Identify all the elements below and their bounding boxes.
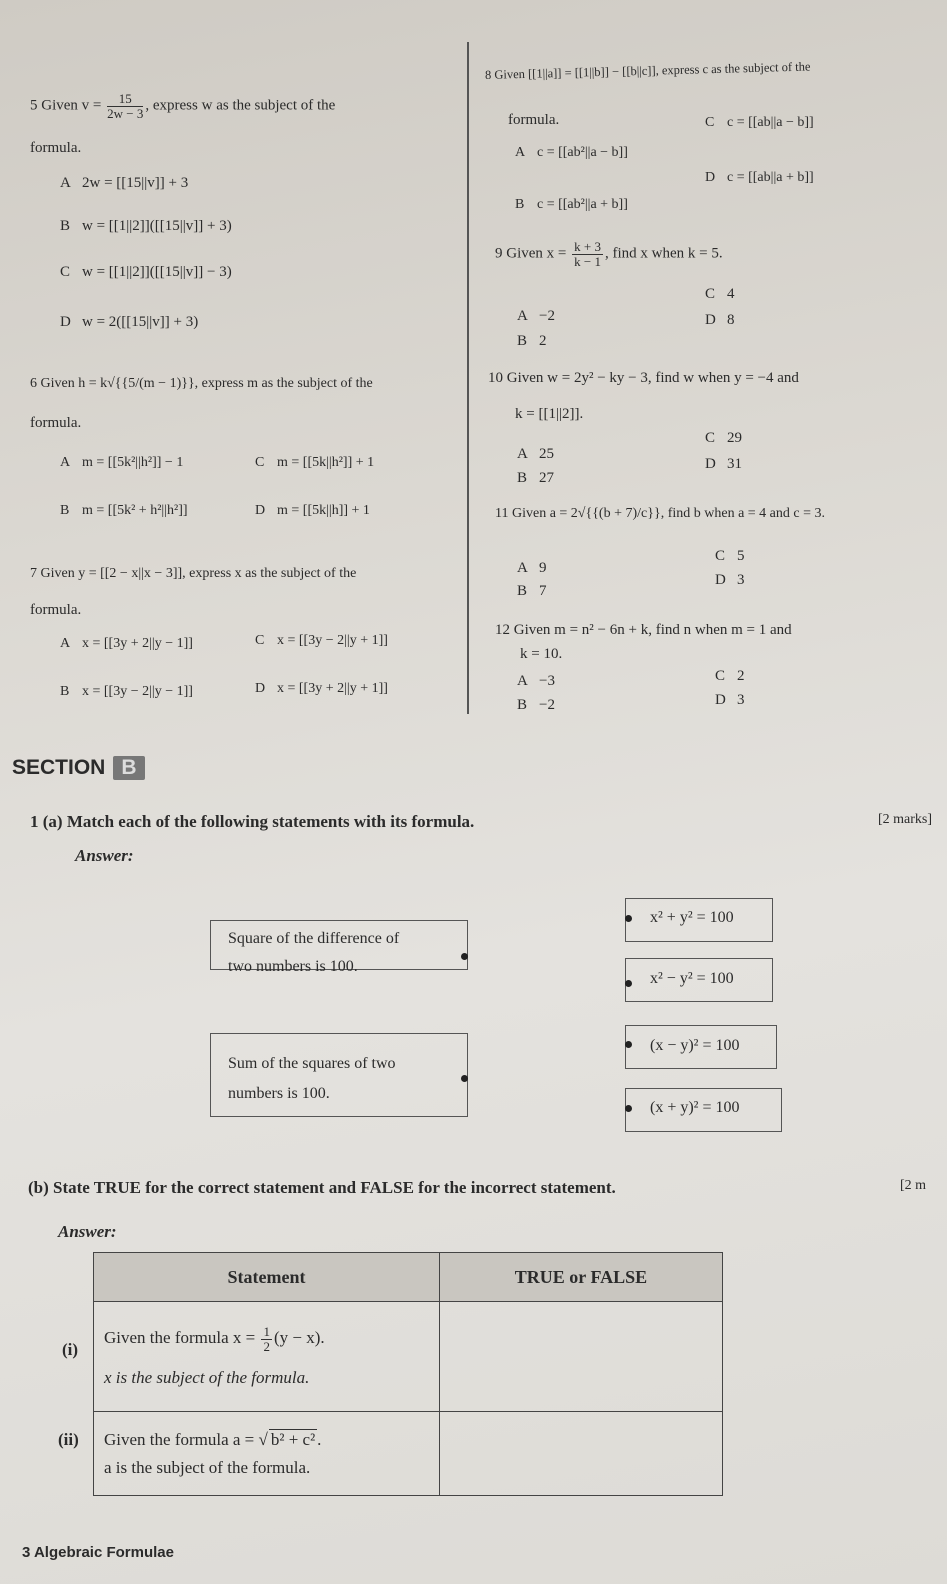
fraction: $\frac{15}{2w - 3}$: [107, 91, 144, 121]
match-dot[interactable]: [461, 953, 468, 960]
question-10-option-b[interactable]: B 27: [517, 470, 554, 486]
radicand: b² + c²: [270, 1429, 316, 1449]
formula-2: x² − y² = 100: [650, 970, 734, 987]
answer-cell[interactable]: [439, 1302, 722, 1412]
fraction: $\frac{1}{2}$: [263, 1324, 270, 1354]
page-footer: 3 Algebraic Formulae: [22, 1544, 174, 1561]
header-true-false: TRUE or FALSE: [439, 1253, 722, 1302]
question-8-stem: 8 Given [[1||a]] = [[1||b]] − [[b||c]], express c as the subject of the: [484, 59, 811, 82]
table-row-statement: Given the formula x = $\frac{1}{2}$ (y − x). x is the subject of the formula.: [94, 1302, 440, 1412]
question-12-stem-cont: k = 10.: [520, 646, 563, 662]
question-12-option-d[interactable]: D 3: [715, 692, 745, 708]
question-8-option-b[interactable]: B c = [[ab²||a + b]]: [515, 197, 628, 212]
question-10-option-c[interactable]: C 29: [705, 430, 742, 446]
question-5-option-c[interactable]: C w = [[1||2]]([[15||v]] − 3): [60, 264, 232, 280]
question-7-option-c[interactable]: C x = [[3y − 2||y + 1]]: [255, 633, 388, 648]
question-9-option-d[interactable]: D 8: [705, 312, 735, 328]
question-8-stem-cont: formula.: [508, 112, 560, 128]
question-12-stem: 12 Given m = n² − 6n + k, find n when m = 1 and: [495, 622, 792, 638]
match-dot[interactable]: [625, 980, 632, 987]
question-5-stem-cont: formula.: [30, 140, 82, 156]
statement-1-line-1: Square of the difference of: [228, 930, 400, 947]
header-statement: Statement: [94, 1253, 440, 1302]
option-text: x = [[3y + 2||y − 1]]: [82, 636, 193, 651]
answer-label: Answer:: [58, 1222, 117, 1241]
question-11-option-d[interactable]: D 3: [715, 572, 745, 588]
statement-1-line-2: two numbers is 100.: [228, 958, 358, 975]
question-9-option-b[interactable]: B 2: [517, 333, 547, 349]
option-text: m = [[5k²||h²]] − 1: [82, 455, 184, 470]
section-heading: SECTION B: [12, 756, 145, 780]
question-10-stem-cont: k = [[1||2]].: [515, 406, 584, 422]
question-11-option-b[interactable]: B 7: [517, 583, 547, 599]
option-text: c = [[ab²||a + b]]: [537, 197, 628, 212]
question-10-option-d[interactable]: D 31: [705, 456, 742, 472]
option-text: m = [[5k||h²]] + 1: [277, 455, 375, 470]
answer-label: Answer:: [75, 846, 134, 865]
match-dot[interactable]: [625, 1041, 632, 1048]
question-6-option-c[interactable]: C m = [[5k||h²]] + 1: [255, 455, 375, 470]
question-6-option-d[interactable]: D m = [[5k||h]] + 1: [255, 503, 370, 518]
column-divider: [467, 42, 469, 714]
question-5-stem: 5 Given v = $\frac{15}{2w - 3}$ , express w as the subject of the: [30, 91, 336, 121]
option-text: c = [[ab||a − b]]: [727, 115, 814, 130]
row-number: (ii): [58, 1430, 79, 1449]
option-text: x = [[3y − 2||y + 1]]: [277, 633, 388, 648]
question-12-option-b[interactable]: B −2: [517, 697, 555, 713]
section-letter-badge: B: [113, 756, 144, 780]
question-7-stem-cont: formula.: [30, 602, 82, 618]
option-text: 2w = [[15||v]] + 3: [82, 175, 189, 191]
match-dot[interactable]: [625, 915, 632, 922]
question-5-option-d[interactable]: D w = 2([[15||v]] + 3): [60, 314, 199, 330]
question-1a-text: 1 (a) Match each of the following statements with its formula.: [30, 812, 475, 831]
formula-4: (x + y)² = 100: [650, 1099, 740, 1116]
question-1b-text: (b) State TRUE for the correct statement and FALSE for the incorrect statement.: [28, 1178, 616, 1197]
question-7-stem: 7 Given y = [[2 − x||x − 3]], express x as the subject of the: [30, 566, 357, 581]
question-10-stem: 10 Given w = 2y² − ky − 3, find w when y = −4 and: [488, 370, 799, 386]
question-11-option-c[interactable]: C 5: [715, 548, 745, 564]
question-8-option-c[interactable]: C c = [[ab||a − b]]: [705, 115, 814, 130]
option-text: m = [[5k||h]] + 1: [277, 503, 370, 518]
row-number: (i): [62, 1340, 79, 1359]
option-text: c = [[ab||a + b]]: [727, 170, 814, 185]
match-dot[interactable]: [461, 1075, 468, 1082]
question-5-option-a[interactable]: A 2w = [[15||v]] + 3: [60, 175, 189, 191]
option-text: m = [[5k² + h²||h²]]: [82, 503, 188, 518]
option-text: w = 2([[15||v]] + 3): [82, 314, 199, 330]
option-text: w = [[1||2]]([[15||v]] + 3): [82, 218, 232, 234]
statement-2-line-2: numbers is 100.: [228, 1085, 330, 1102]
table-row-statement: Given the formula a = √ b² + c² . a is the subject of the formula.: [94, 1412, 440, 1496]
question-7-option-d[interactable]: D x = [[3y + 2||y + 1]]: [255, 681, 388, 696]
question-11-stem: 11 Given a = 2√{{(b + 7)/c}}, find b when a = 4 and c = 3.: [495, 506, 825, 521]
option-text: x = [[3y − 2||y − 1]]: [82, 684, 193, 699]
option-text: x = [[3y + 2||y + 1]]: [277, 681, 388, 696]
option-text: c = [[ab²||a − b]]: [537, 145, 628, 160]
answer-cell[interactable]: [439, 1412, 722, 1496]
true-false-table: [93, 1252, 723, 1496]
question-7-option-a[interactable]: A x = [[3y + 2||y − 1]]: [60, 636, 193, 651]
question-6-stem: 6 Given h = k√{{5/(m − 1)}}, express m as the subject of the: [30, 376, 373, 391]
question-8-option-d[interactable]: D c = [[ab||a + b]]: [705, 170, 814, 185]
question-1a-marks: [2 marks]: [878, 812, 933, 827]
question-12-option-c[interactable]: C 2: [715, 668, 745, 684]
question-8-option-a[interactable]: A c = [[ab²||a − b]]: [515, 145, 628, 160]
match-dot[interactable]: [625, 1105, 632, 1112]
question-9-option-a[interactable]: A −2: [517, 308, 555, 324]
question-12-option-a[interactable]: A −3: [517, 673, 555, 689]
formula-1: x² + y² = 100: [650, 909, 734, 926]
question-6-option-a[interactable]: A m = [[5k²||h²]] − 1: [60, 455, 184, 470]
question-6-stem-cont: formula.: [30, 415, 82, 431]
question-9-option-c[interactable]: C 4: [705, 286, 735, 302]
question-5-option-b[interactable]: B w = [[1||2]]([[15||v]] + 3): [60, 218, 232, 234]
option-text: w = [[1||2]]([[15||v]] − 3): [82, 264, 232, 280]
formula-3: (x − y)² = 100: [650, 1037, 740, 1054]
statement-box-2[interactable]: [210, 1033, 468, 1117]
statement-2-line-1: Sum of the squares of two: [228, 1055, 396, 1072]
question-10-option-a[interactable]: A 25: [517, 446, 554, 462]
question-11-option-a[interactable]: A 9: [517, 560, 547, 576]
question-6-option-b[interactable]: B m = [[5k² + h²||h²]]: [60, 503, 188, 518]
question-1b-marks: [2 m: [900, 1178, 927, 1193]
fraction: $\frac{k + 3}{k - 1}$: [574, 239, 601, 269]
question-9-stem: 9 Given x = $\frac{k + 3}{k - 1}$ , find x when k = 5.: [495, 239, 723, 269]
question-7-option-b[interactable]: B x = [[3y − 2||y − 1]]: [60, 684, 193, 699]
